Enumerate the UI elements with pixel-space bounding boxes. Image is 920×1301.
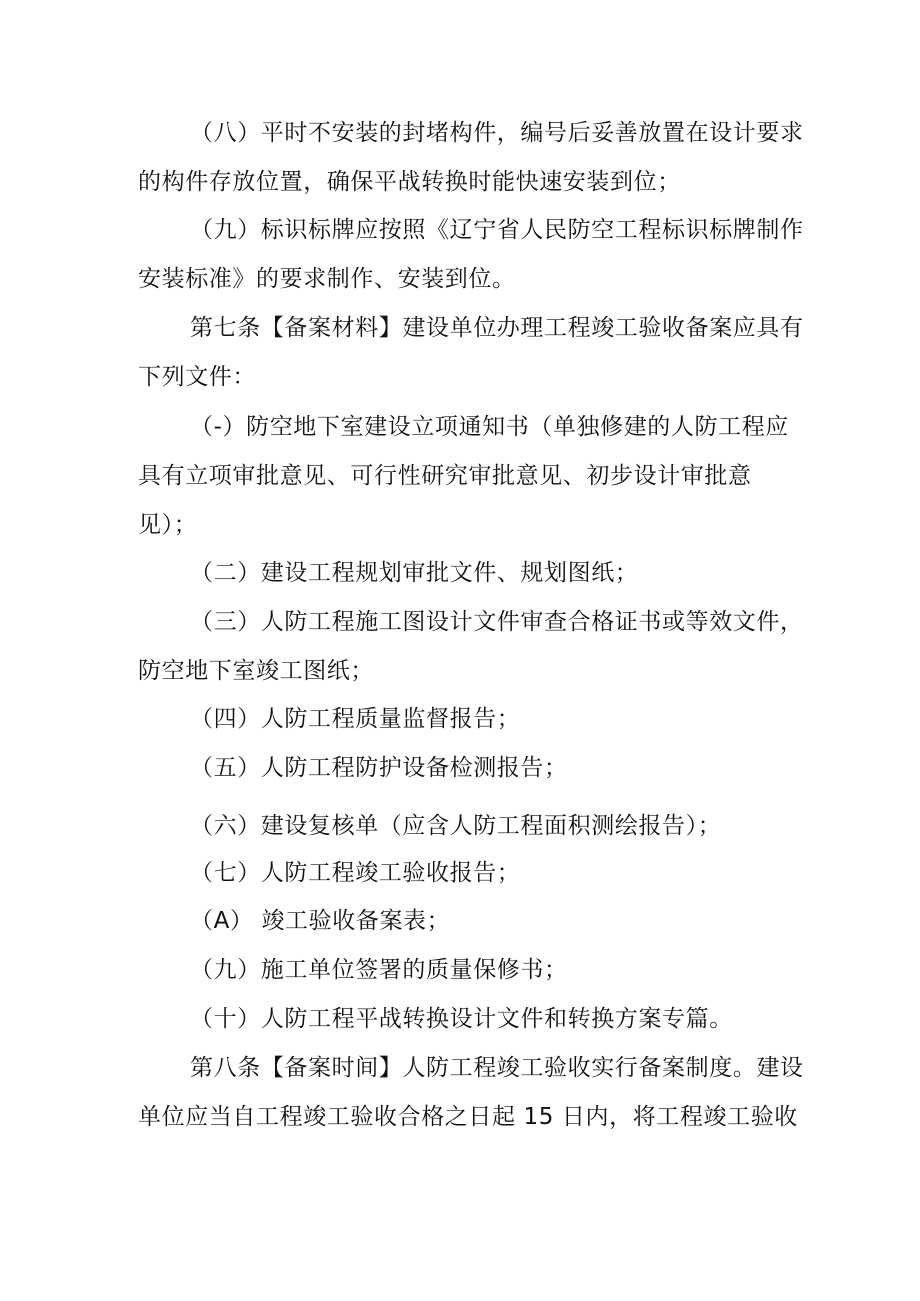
text-line: （五）人防工程防护设备检测报告； (190, 755, 568, 781)
text-line: （六）建设复核单（应含人防工程面积测绘报告）； (190, 813, 722, 839)
text-line: （A） 竣工验收备案表； (190, 908, 451, 934)
text-line: （七）人防工程竣工验收报告； (190, 860, 521, 886)
text-line: 第七条【备案材料】建设单位办理工程竣工验收备案应具有 (190, 315, 804, 341)
text-line: 防空地下室竣工图纸； (138, 658, 374, 684)
text-line: （-）防空地下室建设立项通知书（单独修建的人防工程应 (190, 414, 789, 440)
text-line: （九）施工单位签署的质量保修书； (190, 957, 568, 983)
text-line: 第八条【备案时间】人防工程竣工验收实行备案制度。建设 (190, 1055, 804, 1081)
text-line: （四）人防工程质量监督报告； (190, 706, 521, 732)
text-line: （二）建设工程规划审批文件、规划图纸； (190, 560, 639, 586)
text-line: 见）； (138, 512, 198, 538)
text-line: 的构件存放位置，确保平战转换时能快速安装到位； (138, 169, 681, 195)
text-line: （三）人防工程施工图设计文件审查合格证书或等效文件， (190, 609, 804, 635)
text-line: 下列文件： (138, 364, 256, 390)
text-line: （十）人防工程平战转换设计文件和转换方案专篇。 (190, 1006, 733, 1032)
text-line: （九）标识标牌应按照《辽宁省人民防空工程标识标牌制作 (190, 217, 804, 243)
text-line: 单位应当自工程竣工验收合格之日起 15 日内，将工程竣工验收 (138, 1104, 798, 1130)
text-line: 安装标准》的要求制作、安装到位。 (138, 266, 516, 292)
text-line: 具有立项审批意见、可行性研究审批意见、初步设计审批意 (138, 463, 752, 489)
text-line: （八）平时不安装的封堵构件，编号后妥善放置在设计要求 (190, 120, 804, 146)
